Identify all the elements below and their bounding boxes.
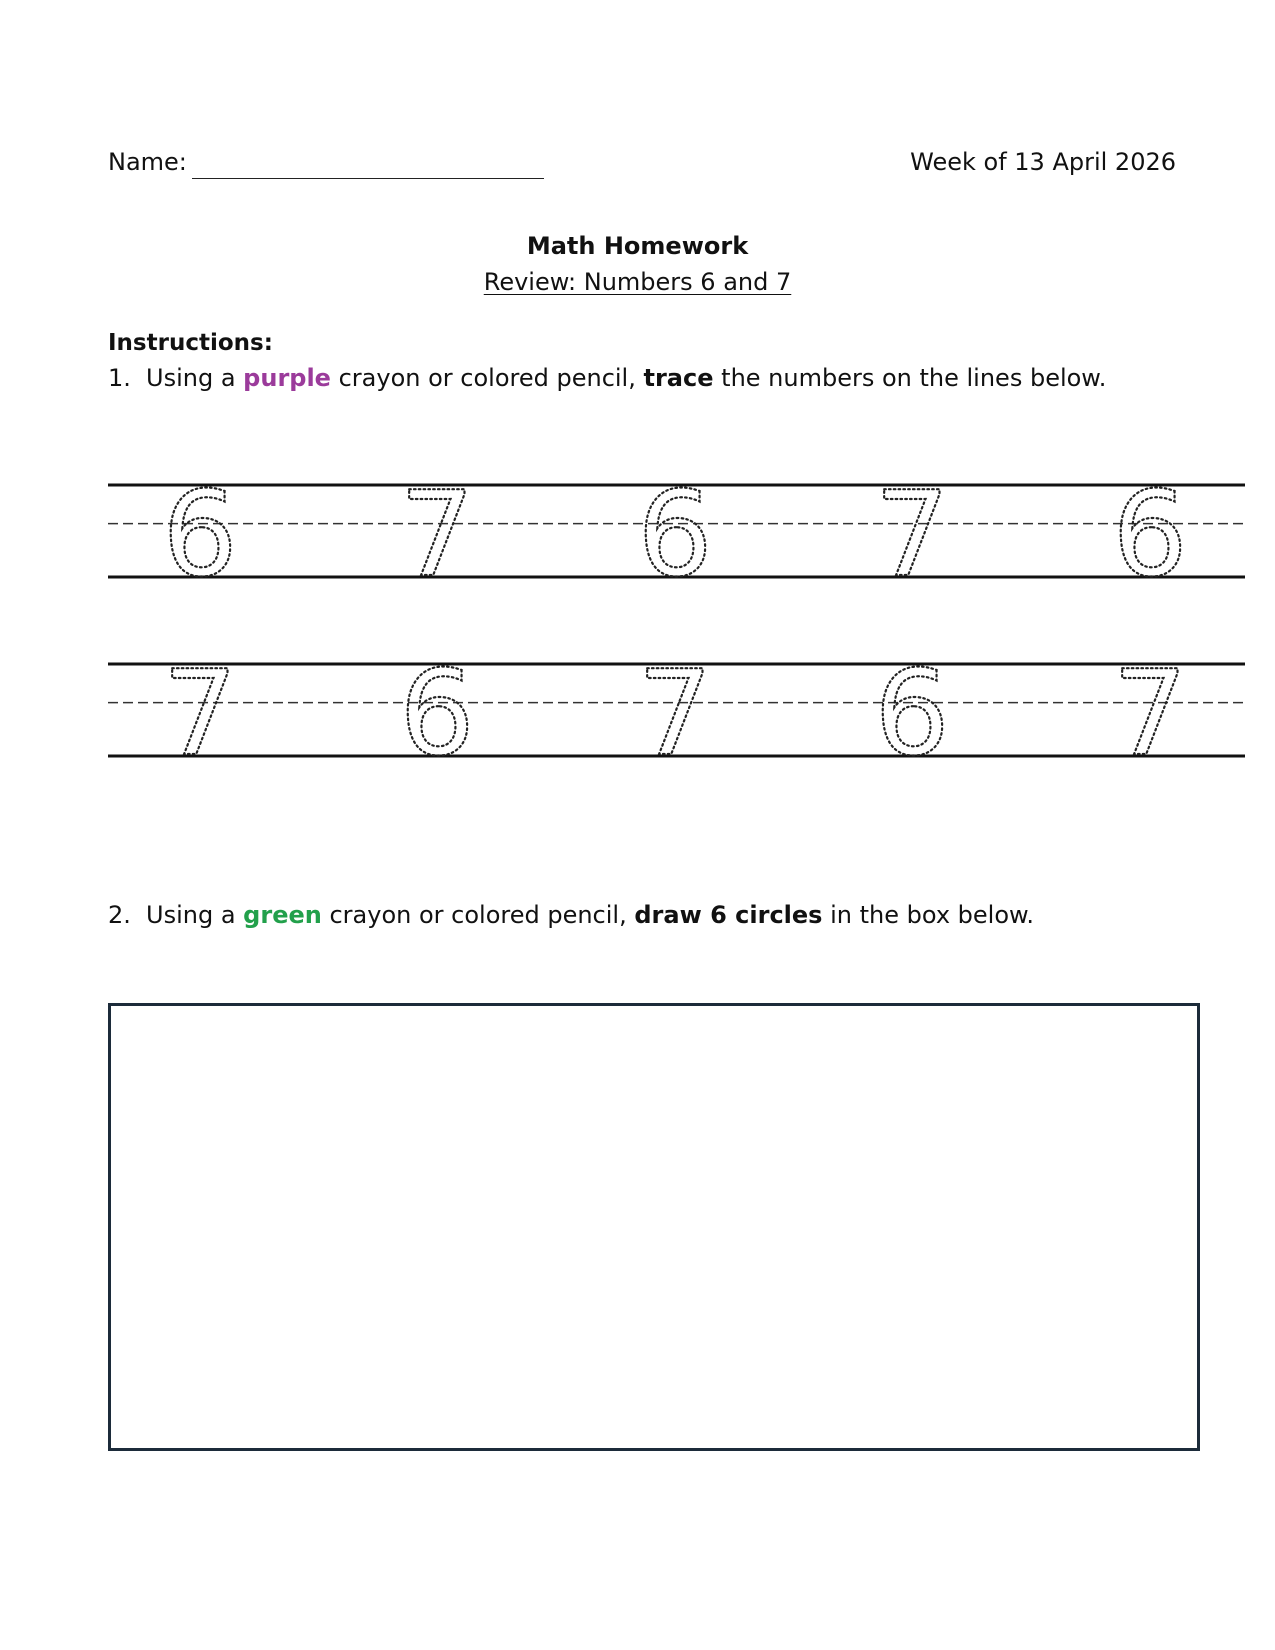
step-prefix: Using a [146,901,236,929]
step-prefix: Using a [146,364,236,392]
traceable-digit[interactable]: 6 [162,465,238,603]
drawing-box[interactable] [108,1003,1200,1451]
step-number: 2. [108,901,131,929]
step-action: draw 6 circles [634,901,823,929]
traceable-digit[interactable]: 7 [162,644,238,782]
tracing-area[interactable] [0,0,1275,800]
step-number: 1. [108,364,131,392]
color-word-green: green [243,901,322,929]
traceable-digit[interactable]: 7 [874,465,950,603]
traceable-digit[interactable]: 6 [399,644,475,782]
instructions-heading: Instructions: [108,330,273,356]
tracing-row [108,465,1245,603]
color-word-purple: purple [243,364,331,392]
step-middle: crayon or colored pencil, [338,364,636,392]
step-middle: crayon or colored pencil, [329,901,627,929]
page-title: Math Homework [526,232,749,260]
step-suffix: the numbers on the lines below. [721,364,1107,392]
traceable-digit[interactable]: 7 [1112,644,1188,782]
traceable-digit[interactable]: 6 [637,465,713,603]
traceable-digit[interactable]: 6 [874,644,950,782]
traceable-digit[interactable]: 7 [399,465,475,603]
traceable-digit[interactable]: 6 [1112,465,1188,603]
instruction-step-2 [108,901,1034,929]
name-label: Name: [108,148,187,176]
week-label: Week of 13 April 2026 [910,148,1176,176]
traceable-digit[interactable]: 7 [637,644,713,782]
page-subtitle: Review: Numbers 6 and 7 [483,268,792,296]
step-suffix: in the box below. [830,901,1035,929]
tracing-row [108,644,1245,782]
step-action: trace [643,364,714,392]
